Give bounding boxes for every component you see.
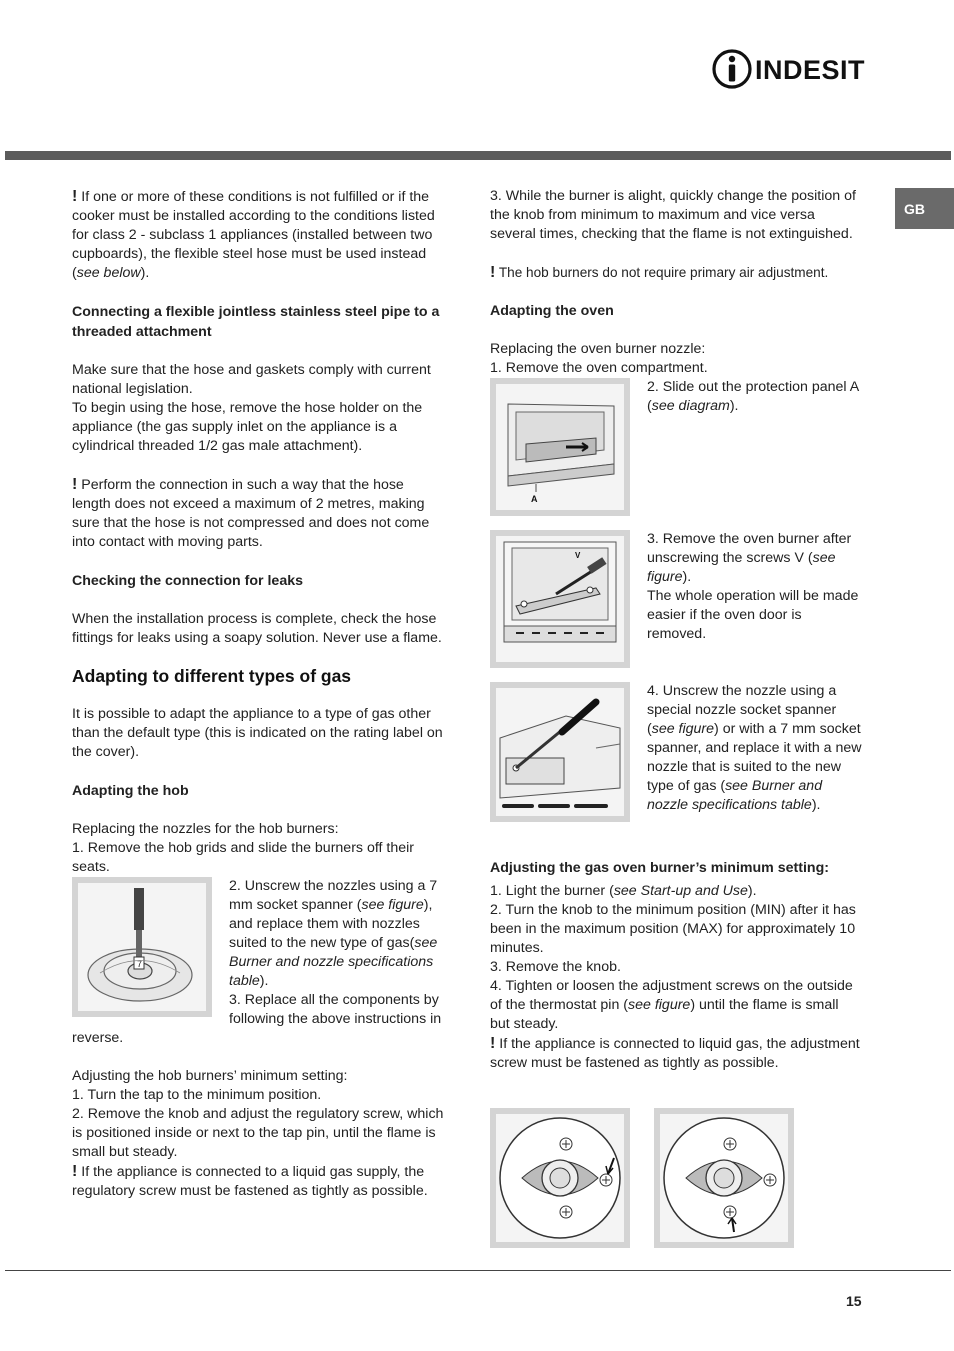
paragraph-oven-min-step3: 3. Remove the knob. [490, 959, 621, 975]
paragraph-hob-step3-flame: 3. While the burner is alight, quickly change the position of the knob from minimum to maximum and vice versa several times, checking that the flame is not extinguished. [490, 188, 856, 242]
language-tab: GB [895, 188, 954, 229]
indesit-logo [711, 48, 867, 90]
paragraph-hob-min-title: Adjusting the hob burners’ minimum setting: [72, 1068, 348, 1084]
warning-liquid-gas-oven: ! If the appliance is connected to liquid gas, the adjustment screw must be fastened as tightly as possible. [490, 1035, 860, 1071]
paragraph-oven-step2: 2. Slide out the protection panel A (see diagram). [647, 379, 859, 414]
paragraph-hose-holder: To begin using the hose, remove the hose holder on the appliance (the gas supply inlet on the appliance is a cylindrical threaded 1/2 gas male attachment). [72, 400, 423, 454]
paragraph-hob-nozzles: Replacing the nozzles for the hob burners: [72, 821, 339, 837]
paragraph-oven-door: The whole operation will be made easier if the oven door is removed. [647, 588, 859, 642]
heading-leaks: Checking the connection for leaks [72, 573, 303, 589]
paragraph-oven-step4: 4. Unscrew the nozzle using a special nozzle socket spanner (see figure) or with a 7 mm socket spanner, and replace it with a new nozzle that is suited to the new type of gas (see Burner and nozzle specifications table). [647, 683, 862, 813]
heading-flexible-pipe: Connecting a flexible jointless stainless steel pipe to a threaded attachment [72, 304, 440, 340]
note-primary-air: ! The hob burners do not require primary air adjustment. [490, 264, 829, 281]
paragraph-oven-step1: 1. Remove the oven compartment. [490, 360, 708, 376]
left-column [72, 187, 444, 1201]
footer-rule [5, 1270, 951, 1271]
right-column [490, 187, 862, 1073]
paragraph-hose-legislation: Make sure that the hose and gaskets comply with current national legislation. [72, 362, 431, 397]
figure-hob-nozzle [72, 877, 212, 1017]
svg-text:7: 7 [137, 959, 143, 969]
figure-oven-nozzle-spanner [490, 682, 630, 822]
header-bar [5, 151, 951, 160]
figure-oven-panel [490, 378, 630, 516]
figure-oven-screws [490, 530, 630, 668]
paragraph-hob-step1: 1. Remove the hob grids and slide the burners off their seats. [72, 840, 415, 875]
heading-oven-min-setting: Adjusting the gas oven burner’s minimum setting: [490, 860, 829, 876]
paragraph-hob-min-step1: 1. Turn the tap to the minimum position. [72, 1087, 322, 1103]
paragraph-hob-step2: 2. Unscrew the nozzles using a 7 mm socket spanner (see figure), and replace them with nozzles suited to the new type of gas(see Burner and nozzle specifications table). [229, 878, 438, 989]
figure-thermostat-right [654, 1108, 794, 1248]
paragraph-hob-min-step2: 2. Remove the knob and adjust the regulatory screw, which is positioned inside or next to the tap pin, until the flame is small but steady. [72, 1106, 444, 1160]
paragraph-oven-min-step1: 1. Light the burner (see Start-up and Use). [490, 883, 757, 899]
warning-liquid-gas-hob: ! If the appliance is connected to a liquid gas supply, the regulatory screw must be fastened as tightly as possible. [72, 1163, 428, 1199]
figure-thermostat-left [490, 1108, 630, 1248]
svg-text:A: A [531, 494, 538, 504]
paragraph-oven-min-step4: 4. Tighten or loosen the adjustment screws on the outside of the thermostat pin (see figure) until the flame is small but steady. [490, 978, 853, 1032]
heading-oven: Adapting the oven [490, 303, 614, 319]
paragraph-oven-step3: 3. Remove the oven burner after unscrewing the screws V (see figure). [647, 531, 852, 585]
svg-text:V: V [575, 551, 581, 560]
brand-name: INDESIT [755, 55, 866, 85]
paragraph-conditions: ! If one or more of these conditions is not fulfilled or if the cooker must be installed according to the conditions listed for class 2 - subclass 1 appliances (installed between two cupboards), the flexible steel hose must be used instead (see below). [72, 188, 435, 281]
heading-hob: Adapting the hob [72, 783, 189, 799]
paragraph-oven-nozzle: Replacing the oven burner nozzle: [490, 341, 706, 357]
warning-hose-length: ! Perform the connection in such a way that the hose length does not exceed a maximum of 2 metres, making sure that the hose is not compressed and does not come into contact with moving parts. [72, 476, 430, 550]
heading-adapting-gas: Adapting to different types of gas [72, 666, 352, 686]
paragraph-oven-min-step2: 2. Turn the knob to the minimum position (MIN) after it has been in the maximum position (MAX) for approximately 10 minutes. [490, 902, 856, 956]
paragraph-leaks: When the installation process is complete, check the hose fittings for leaks using a soapy solution. Never use a flame. [72, 611, 442, 646]
paragraph-hob-step3: 3. Replace all the components by following the above instructions in reverse. [72, 992, 442, 1046]
page-number: 15 [846, 1293, 862, 1309]
paragraph-adapt: It is possible to adapt the appliance to a type of gas other than the default type (this is indicated on the rating label on the cover). [72, 706, 443, 760]
